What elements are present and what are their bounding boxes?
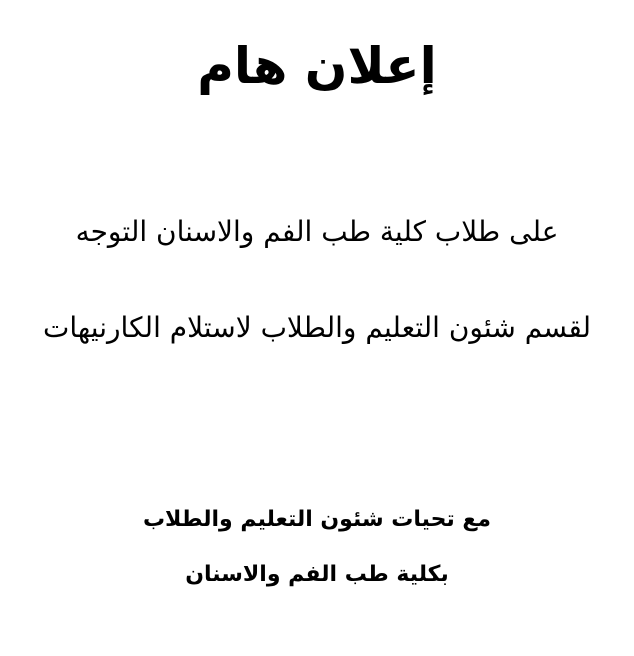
announcement-title: إعلان هام	[197, 37, 437, 95]
signature-line-2: بكلية طب الفم والاسنان	[185, 562, 449, 587]
signature-line-1: مع تحيات شئون التعليم والطلاب	[142, 507, 492, 532]
announcement-body-line-2: لقسم شئون التعليم والطلاب لاستلام الكارنيهات	[42, 311, 592, 344]
announcement-body-line-1: على طلاب كلية طب الفم والاسنان التوجه	[75, 215, 559, 248]
